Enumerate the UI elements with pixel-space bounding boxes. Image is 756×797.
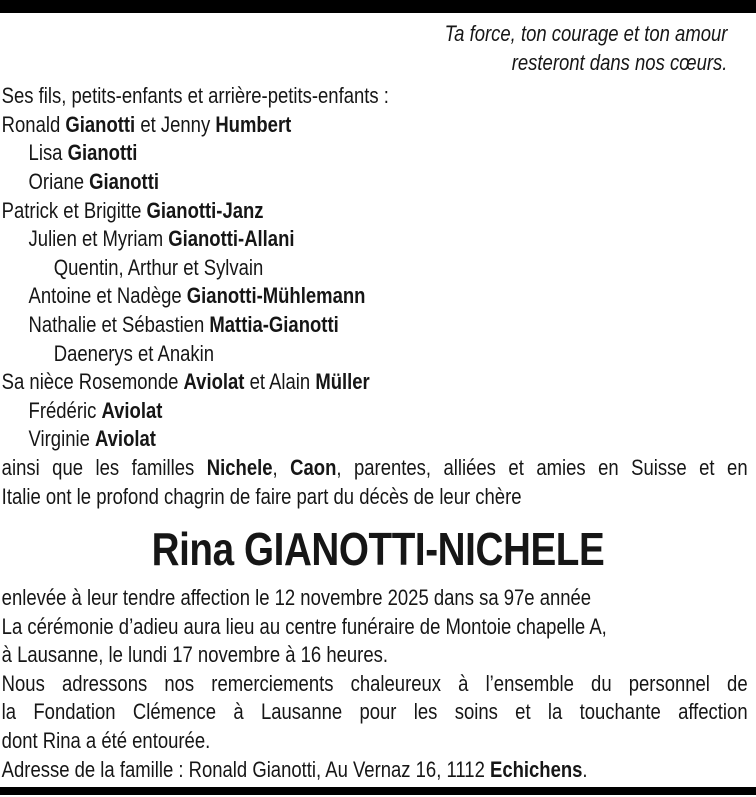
text-segment: à Lausanne, le lundi 17 novembre à 16 heures. — [1, 642, 388, 668]
family-line — [0, 111, 756, 140]
family-line — [0, 225, 756, 254]
text-segment: enlevée à leur tendre affection le 12 novembre 2025 dans sa 97e année — [1, 585, 592, 611]
surname-bold: Gianotti-Allani — [168, 226, 295, 252]
surname-bold: Aviolat — [183, 369, 245, 395]
family-section — [0, 82, 756, 511]
text-segment: La cérémonie d’adieu aura lieu au centre funéraire de Montoie chapelle A, — [1, 613, 607, 639]
surname-bold: Nichele — [206, 454, 273, 480]
details-line — [0, 641, 756, 670]
family-line — [0, 397, 756, 426]
surname-bold: Gianotti-Janz — [146, 197, 264, 223]
text-segment: Ronald — [1, 111, 66, 137]
family-line — [0, 368, 756, 397]
text-segment: Adresse de la famille : Ronald Gianotti, Au Vernaz 16, 1112 — [1, 756, 490, 782]
surname-bold: Aviolat — [94, 426, 156, 452]
family-line — [0, 311, 756, 340]
epitaph-line-1: Ta force, ton courage et ton amour — [444, 21, 728, 46]
surname-bold: Caon — [290, 454, 337, 480]
details-line — [0, 613, 756, 642]
text-segment: Antoine et Nadège — [28, 283, 187, 309]
details-line — [0, 698, 756, 727]
text-segment: Virginie — [28, 426, 95, 452]
family-line — [0, 254, 756, 283]
text-segment: Sa nièce Rosemonde — [1, 369, 184, 395]
text-segment: et Jenny — [135, 111, 216, 137]
closing-line — [0, 483, 756, 512]
text-segment: la Fondation Clémence à Lausanne pour les soins et la touchante affection — [1, 699, 748, 725]
text-segment: Julien et Myriam — [28, 226, 169, 252]
family-line — [0, 282, 756, 311]
surname-bold: Mattia-Gianotti — [209, 311, 339, 337]
text-segment: Daenerys et Anakin — [53, 340, 215, 366]
text-segment: , parentes, alliées et amies en Suisse et en — [336, 454, 748, 480]
family-intro: Ses fils, petits-enfants et arrière-petits-enfants : — [1, 83, 389, 109]
family-line — [0, 425, 756, 454]
notice-content — [0, 13, 756, 784]
surname-bold: Müller — [315, 369, 370, 395]
family-closing — [0, 454, 756, 511]
top-border-rule — [0, 0, 756, 13]
text-segment: ainsi que les familles — [1, 454, 207, 480]
epitaph-quote — [0, 20, 756, 77]
family-list — [0, 111, 756, 454]
family-line — [0, 168, 756, 197]
text-segment: Quentin, Arthur et Sylvain — [53, 254, 264, 280]
details-line — [0, 727, 756, 756]
text-segment: Patrick et Brigitte — [1, 197, 147, 223]
text-segment: dont Rina a été entourée. — [1, 728, 211, 754]
text-segment: Lisa — [28, 140, 68, 166]
text-segment: Nathalie et Sébastien — [28, 311, 210, 337]
surname-bold: Gianotti — [65, 111, 136, 137]
details-line — [0, 756, 756, 785]
surname-bold: Gianotti-Mühlemann — [186, 283, 366, 309]
text-segment: et Alain — [244, 369, 316, 395]
surname-bold: Gianotti — [67, 140, 138, 166]
text-segment: . — [582, 756, 588, 782]
family-line — [0, 139, 756, 168]
epitaph-line-2: resteront dans nos cœurs. — [511, 49, 728, 75]
family-line — [0, 197, 756, 226]
surname-bold: Gianotti — [89, 168, 159, 194]
surname-bold: Aviolat — [101, 397, 163, 423]
text-segment: Nous adressons nos remerciements chaleureux à l’ensemble du personnel de — [1, 670, 748, 696]
details-line — [0, 670, 756, 699]
surname-bold: Echichens — [489, 756, 583, 782]
deceased-name: Rina GIANOTTI-NICHELE — [151, 523, 605, 576]
text-segment: Italie ont le profond chagrin de faire part du décès de leur chère — [1, 483, 522, 509]
text-segment: , — [272, 454, 291, 480]
text-segment: Oriane — [28, 168, 90, 194]
surname-bold: Humbert — [215, 111, 292, 137]
details-line — [0, 584, 756, 613]
closing-line — [0, 454, 756, 483]
bottom-border-rule — [0, 787, 756, 795]
text-segment: Frédéric — [28, 397, 102, 423]
announcement-details — [0, 584, 756, 784]
family-line — [0, 340, 756, 369]
